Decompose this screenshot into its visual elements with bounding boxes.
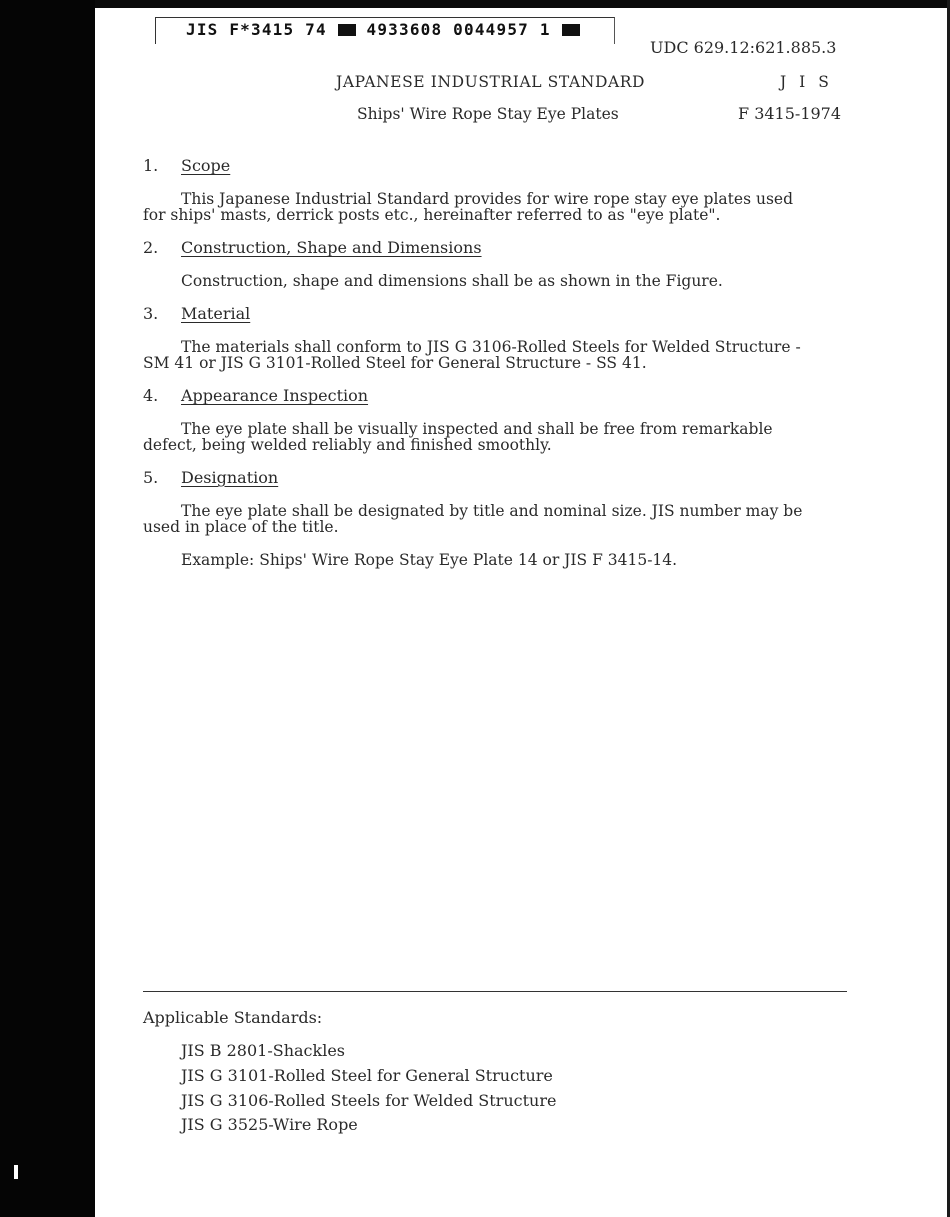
designation-example: Example: Ships' Wire Rope Stay Eye Plate 14 or JIS F 3415-14. [181,551,678,569]
section-text-line: for ships' masts, derrick posts etc., hereinafter referred to as "eye plate". [143,206,721,224]
section-heading: Designation [181,468,279,487]
section-number: 1. [143,156,159,175]
section-number: 5. [143,468,159,487]
section-text-line: The materials shall conform to JIS G 3106-Rolled Steels for Welded Structure - [181,338,801,356]
footer-divider [143,991,847,992]
section-text-line: Construction, shape and dimensions shall be as shown in the Figure. [181,272,723,290]
document-number: F 3415-1974 [738,104,842,123]
scan-left-margin [0,0,95,1217]
applicable-standard-item: JIS G 3525-Wire Rope [181,1115,358,1134]
section-text-line: The eye plate shall be visually inspected and shall be free from remarkable [181,420,773,438]
section-number: 3. [143,304,159,323]
section-heading: Material [181,304,251,323]
section-heading: Scope [181,156,231,175]
applicable-standard-item: JIS B 2801-Shackles [181,1041,346,1060]
section-text-line: used in place of the title. [143,518,339,536]
code-block-mark [562,24,580,36]
section-number: 2. [143,238,159,257]
section-heading: Appearance Inspection [181,386,369,405]
udc-number: UDC 629.12:621.885.3 [650,38,837,57]
document-title: Ships' Wire Rope Stay Eye Plates [357,105,619,123]
section-text-line: defect, being welded reliably and finished smoothly. [143,436,552,454]
section-text-line: This Japanese Industrial Standard provides for wire rope stay eye plates used [181,190,793,208]
scan-top-edge [95,0,950,8]
section-text-line: The eye plate shall be designated by title and nominal size. JIS number may be [181,502,803,520]
section-text-line: SM 41 or JIS G 3101-Rolled Steel for General Structure - SS 41. [143,354,647,372]
document-code-id: JIS F*3415 74 [186,20,327,39]
code-block-mark [338,24,356,36]
applicable-standard-item: JIS G 3101-Rolled Steel for General Structure [181,1066,553,1085]
standard-title: JAPANESE INDUSTRIAL STANDARD [336,73,646,91]
section-number: 4. [143,386,159,405]
scan-mark [14,1165,18,1179]
section-heading: Construction, Shape and Dimensions [181,238,482,257]
jis-mark: J I S [780,73,833,91]
document-code-serial: 4933608 0044957 1 [366,20,551,39]
applicable-standard-item: JIS G 3106-Rolled Steels for Welded Structure [181,1091,557,1110]
document-code [186,20,580,39]
applicable-standards-heading: Applicable Standards: [143,1008,323,1027]
